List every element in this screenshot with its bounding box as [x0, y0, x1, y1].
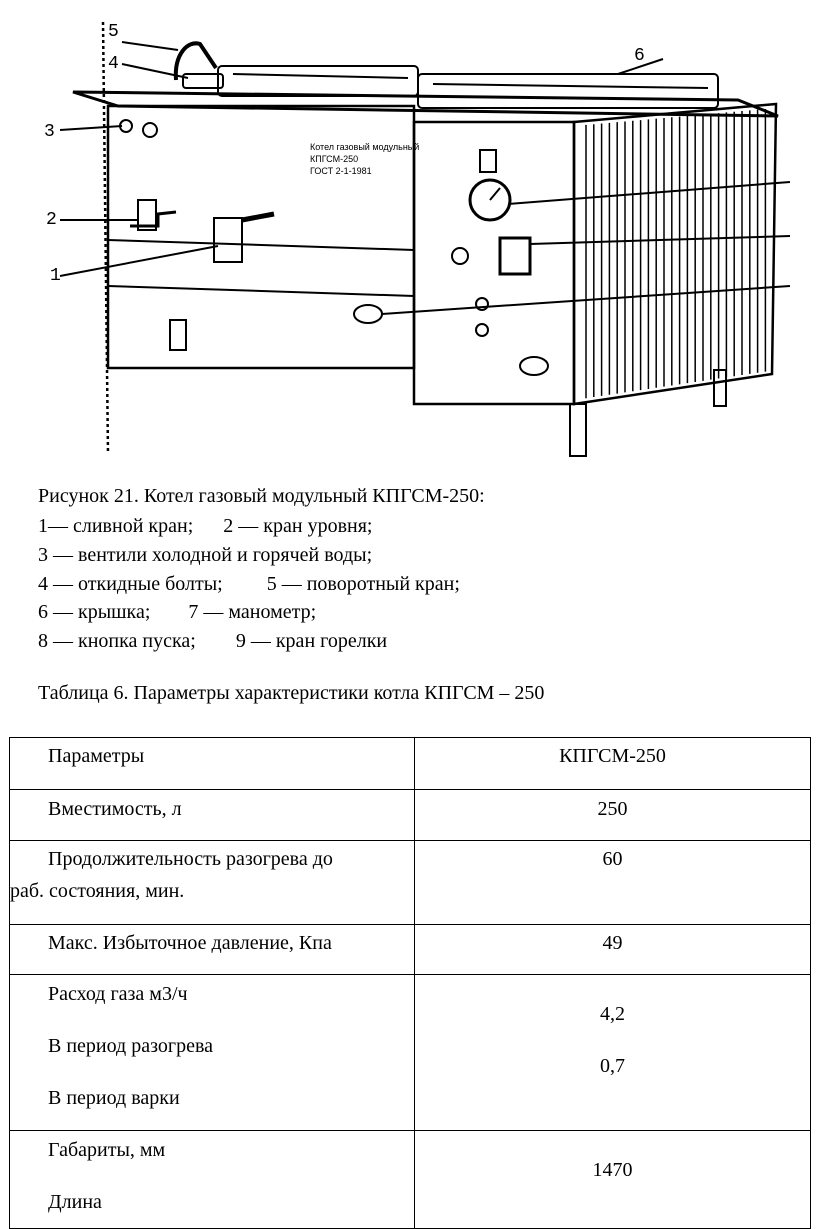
row-4-value-line-2: 4,2	[600, 1003, 625, 1025]
figure-caption-title: Рисунок 21. Котел газовый модульный КПГСМ-250:	[38, 485, 485, 507]
row-1-value: 250	[597, 798, 628, 820]
caption-line-2	[38, 543, 372, 567]
header-value-text: КПГСМ-250	[559, 745, 666, 767]
caption-item-1: 1— сливной кран;	[38, 515, 194, 537]
row-4-param-line-3: В период варки	[48, 1087, 180, 1109]
caption-item-7: 7 — манометр;	[188, 601, 317, 623]
caption-item-9: 9 — кран горелки	[235, 630, 388, 652]
caption-item-6: 6 — крышка;	[38, 601, 151, 623]
callout-4: 4	[108, 54, 119, 74]
row-1-param: Вместимость, л	[48, 798, 182, 820]
row-3-value: 49	[602, 932, 623, 954]
header-cell-param	[10, 738, 415, 790]
row-5-param-line-1: Габариты, мм	[48, 1139, 166, 1161]
row-2-value: 60	[602, 848, 623, 870]
row-2-param-line-1: Продолжительность разогрева до	[48, 848, 333, 870]
callout-3: 3	[44, 122, 55, 142]
caption-item-2: 2 — кран уровня;	[223, 515, 373, 537]
row-2-param-line-2: раб. состояния, мин.	[10, 880, 185, 902]
row-4-param-line-2: В период разогрева	[48, 1035, 214, 1057]
table-row	[10, 975, 811, 1131]
row-3-param: Макс. Избыточное давление, Кпа	[48, 932, 332, 954]
caption-line-1	[38, 514, 372, 538]
caption-item-8: 8 — кнопка пуска;	[38, 630, 196, 652]
nameplate-line-3: ГОСТ 2-1-1981	[310, 166, 372, 176]
nameplate-line-1: Котел газовый модульный	[310, 142, 420, 152]
boiler-figure	[38, 14, 798, 464]
callout-1: 1	[50, 266, 61, 286]
table-row	[10, 790, 811, 841]
caption-line-4	[38, 600, 316, 624]
table-title: Таблица 6. Параметры характеристики котла КПГСМ – 250	[38, 682, 545, 704]
caption-item-5: 5 — поворотный кран;	[266, 573, 460, 595]
callout-2: 2	[46, 210, 57, 230]
boiler-drawing	[38, 14, 798, 464]
parameters-table	[9, 737, 811, 1229]
row-5-value-line-2: 1470	[592, 1159, 633, 1181]
caption-item-3: 3 — вентили холодной и горячей воды;	[38, 544, 373, 566]
caption-line-3	[38, 572, 460, 596]
caption-line-5	[38, 629, 387, 653]
table-row	[10, 1131, 811, 1229]
table-row	[10, 925, 811, 975]
table-header-row	[10, 738, 811, 790]
row-4-param-line-1: Расход газа м3/ч	[48, 983, 188, 1005]
header-param-text: Параметры	[48, 745, 145, 767]
row-5-param-line-2: Длина	[48, 1191, 102, 1213]
header-cell-value	[415, 738, 811, 790]
caption-item-4: 4 — откидные болты;	[38, 573, 223, 595]
callout-6: 6	[634, 46, 645, 66]
callout-5: 5	[108, 22, 119, 42]
nameplate-line-2: КПГСМ-250	[310, 154, 359, 164]
table-row	[10, 841, 811, 925]
row-4-value-line-3: 0,7	[600, 1055, 625, 1077]
